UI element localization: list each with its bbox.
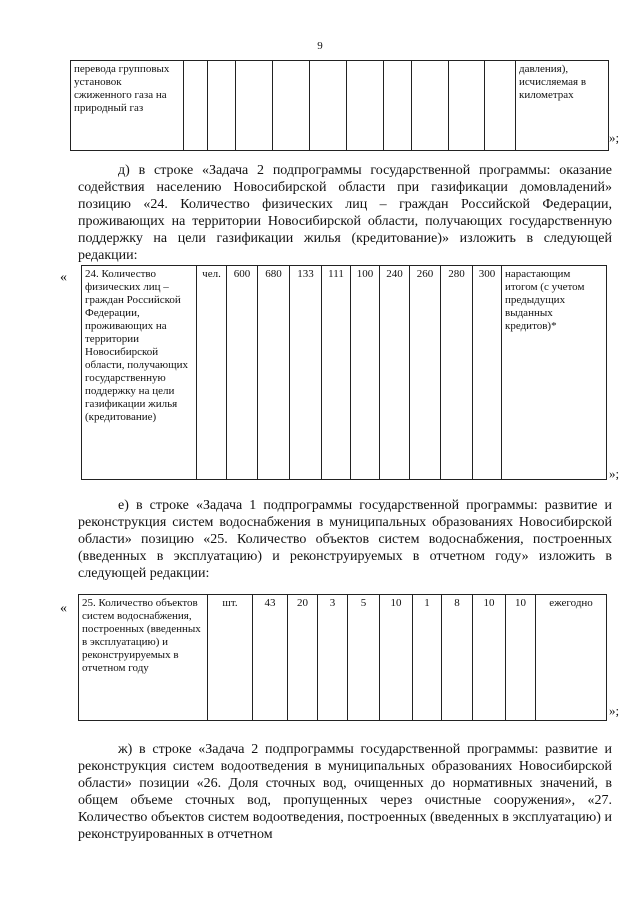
table-cell [485,61,516,151]
closing-quote: »; [609,703,620,718]
page-number: 9 [317,40,323,52]
table-gas-conversion [70,60,609,151]
table-cell [449,61,485,151]
closing-quote: »; [609,466,620,481]
row-label: 25. Количество объектов систем водоснабжения, построенных (введенных в эксплуатацию) и реконструируемых в отчетном году [79,595,208,721]
table-gasification-credit [81,265,607,480]
value-cell: 100 [351,266,380,480]
value-cell: 8 [442,595,473,721]
value-cell: 10 [506,595,536,721]
table-cell [273,61,310,151]
value-cell: 280 [441,266,473,480]
value-cell: 43 [253,595,288,721]
table-cell [412,61,449,151]
row-note: ежегодно [536,595,607,721]
table-cell [184,61,208,151]
table-cell [310,61,347,151]
value-cell: 680 [258,266,290,480]
table-cell [347,61,384,151]
table-water-supply [78,594,607,721]
value-cell: 1 [413,595,442,721]
paragraph-e: е) в строке «Задача 1 подпрограммы государственной программы: развитие и реконструкция систем водоснабжения в муниципальных образованиях Новосибирской области» позицию «25. Количество объектов систем водоснабжения, построенных (введенных в эксплуатацию) и реконструируемых в отчетном году» изложить в следующей редакции: [78,498,612,581]
row-label: 24. Количество физических лиц – граждан Российской Федерации, проживающих на территории Новосибирской области, получающих государственную поддержку на цели газификации жилья (кредитование) [82,266,197,480]
unit-cell: чел. [197,266,227,480]
value-cell: 5 [348,595,380,721]
value-cell: 111 [322,266,351,480]
paragraph-d: д) в строке «Задача 2 подпрограммы государственной программы: оказание содействия населению Новосибирской области при газификации домовладений» позицию «24. Количество физических лиц – граждан Российской Федерации, проживающих на территории Новосибирской области, получающих государственную поддержку на цели газификации жилья (кредитование)» изложить в следующей редакции: [78,163,612,263]
paragraph-zh: ж) в строке «Задача 2 подпрограммы государственной программы: развитие и реконструкция систем водоотведения в муниципальных образованиях Новосибирской области» позиции «26. Доля сточных вод, очищенных до нормативных значений, в общем объеме сточных вод, пропущенных через очистные сооружения», «27. Количество объектов систем водоотведения, построенных (введенных в эксплуатацию) и реконструированных в отчетном [78,742,612,842]
value-cell: 300 [473,266,502,480]
value-cell: 3 [318,595,348,721]
value-cell: 20 [288,595,318,721]
value-cell: 10 [473,595,506,721]
opening-quote: « [60,601,67,616]
value-cell: 240 [380,266,410,480]
table-cell [384,61,412,151]
value-cell: 600 [227,266,258,480]
value-cell: 133 [290,266,322,480]
closing-quote: »; [609,130,620,145]
row-note: нарастающим итогом (с учетом предыдущих выданных кредитов)* [502,266,607,480]
row-label: перевода групповых установок сжиженного газа на природный газ [71,61,184,151]
opening-quote: « [60,270,67,285]
value-cell: 260 [410,266,441,480]
table-cell [208,61,236,151]
value-cell: 10 [380,595,413,721]
row-note: давления), исчисляемая в километрах [516,61,609,151]
table-cell [236,61,273,151]
unit-cell: шт. [208,595,253,721]
